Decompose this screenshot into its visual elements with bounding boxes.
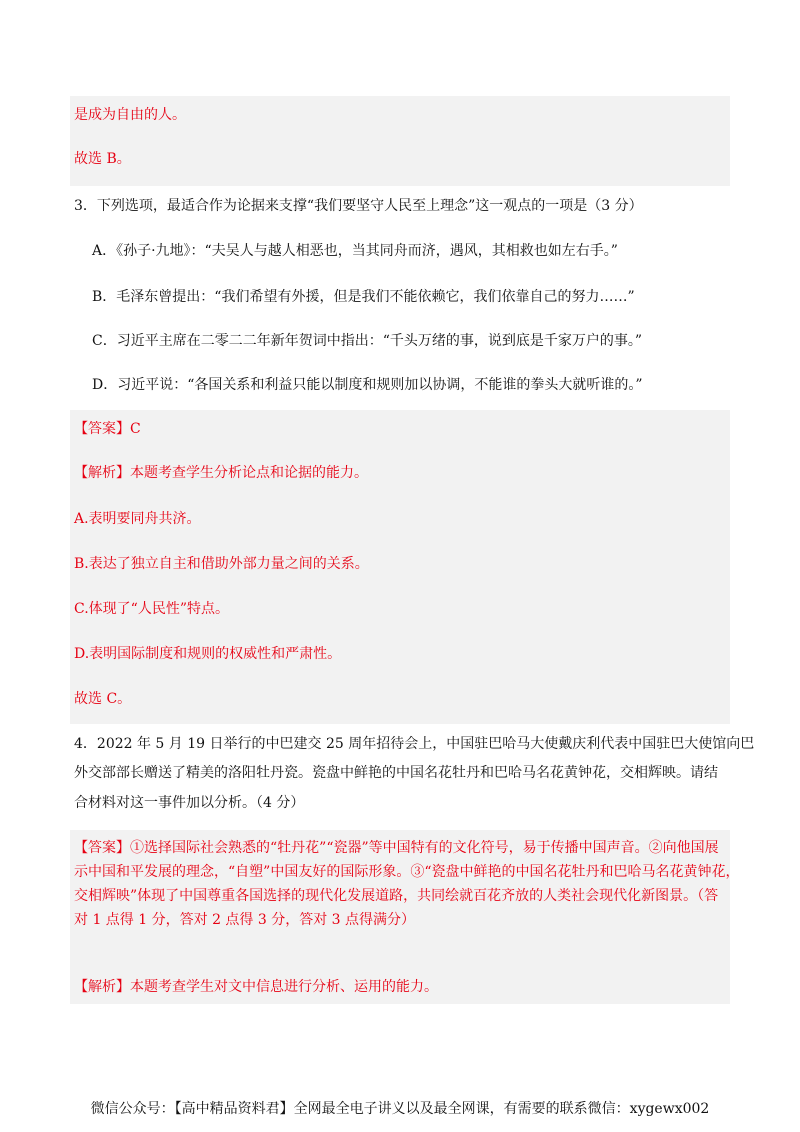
- question-3-option-b: B．毛泽东曾提出：“我们希望有外援，但是我们不能依赖它，我们依靠自己的努力……”: [92, 289, 635, 305]
- analysis-d: D.表明国际制度和规则的权威性和严肃性。: [74, 646, 342, 662]
- answer-paragraph: [74, 836, 740, 932]
- question-4-line-2: 外交部部长赠送了精美的洛阳牡丹瓷。瓷盘中鲜艳的中国名花牡丹和巴哈马名花黄钟花，交相辉映。请结: [74, 765, 718, 781]
- answer-text: 是成为自由的人。: [74, 107, 186, 123]
- analysis-b: B.表达了独立自主和借助外部力量之间的关系。: [74, 556, 369, 572]
- answer-box-q2-end: [70, 96, 730, 186]
- question-3-option-d: D．习近平说：“各国关系和利益只能以制度和规则加以协调，不能谁的拳头大就听谁的。”: [92, 377, 643, 393]
- question-3-option-c: C．习近平主席在二零二二年新年贺词中指出：“千头万绪的事，说到底是千家万户的事。”: [92, 333, 643, 349]
- answer-box-q3: [70, 410, 730, 724]
- question-4-line-1: 4．2022 年 5 月 19 日举行的中巴建交 25 周年招待会上，中国驻巴哈马大使戴庆利代表中国驻巴大使馆向巴: [74, 736, 755, 752]
- analysis-c: C.体现了“人民性”特点。: [74, 601, 229, 617]
- answer-line-1: 【答案】①选择国际社会熟悉的“牡丹花”“瓷器”等中国特有的文化符号，易于传播中国声音。②向他国展: [74, 840, 719, 856]
- answer-line-2: 示中国和平发展的理念，“自塑”中国友好的国际形象。③“瓷盘中鲜艳的中国名花牡丹和巴哈马名花黄钟花，: [74, 864, 740, 880]
- analysis-label: 【解析】本题考查学生分析论点和论据的能力。: [74, 465, 368, 481]
- answer-box-q4: [70, 830, 740, 1004]
- answer-line-3: 交相辉映”体现了中国尊重各国选择的现代化发展道路，共同绘就百花齐放的人类社会现代化新图景。（答: [74, 888, 719, 904]
- question-3-stem: 3．下列选项，最适合作为论据来支撑“我们要坚守人民至上理念”这一观点的一项是（3 分）: [74, 198, 643, 214]
- analysis-label: 【解析】本题考查学生对文中信息进行分析、运用的能力。: [74, 979, 438, 995]
- footer-watermark-text: 微信公众号：【高中精品资料君】全网最全电子讲义以及最全网课，有需要的联系微信：xygewx002: [90, 1101, 710, 1117]
- answer-label: 【答案】C: [74, 421, 141, 437]
- answer-line-4: 对 1 点得 1 分，答对 2 点得 3 分，答对 3 点得满分）: [74, 912, 416, 928]
- question-4-line-3: 合材料对这一事件加以分析。（4 分）: [74, 795, 305, 811]
- analysis-a: A.表明要同舟共济。: [74, 511, 201, 527]
- question-3-option-a: A．《孙子·九地》：“夫吴人与越人相恶也，当其同舟而济，遇风，其相救也如左右手。”: [92, 243, 618, 259]
- answer-choice: 故选 C。: [74, 691, 132, 707]
- answer-choice: 故选 B。: [74, 151, 131, 167]
